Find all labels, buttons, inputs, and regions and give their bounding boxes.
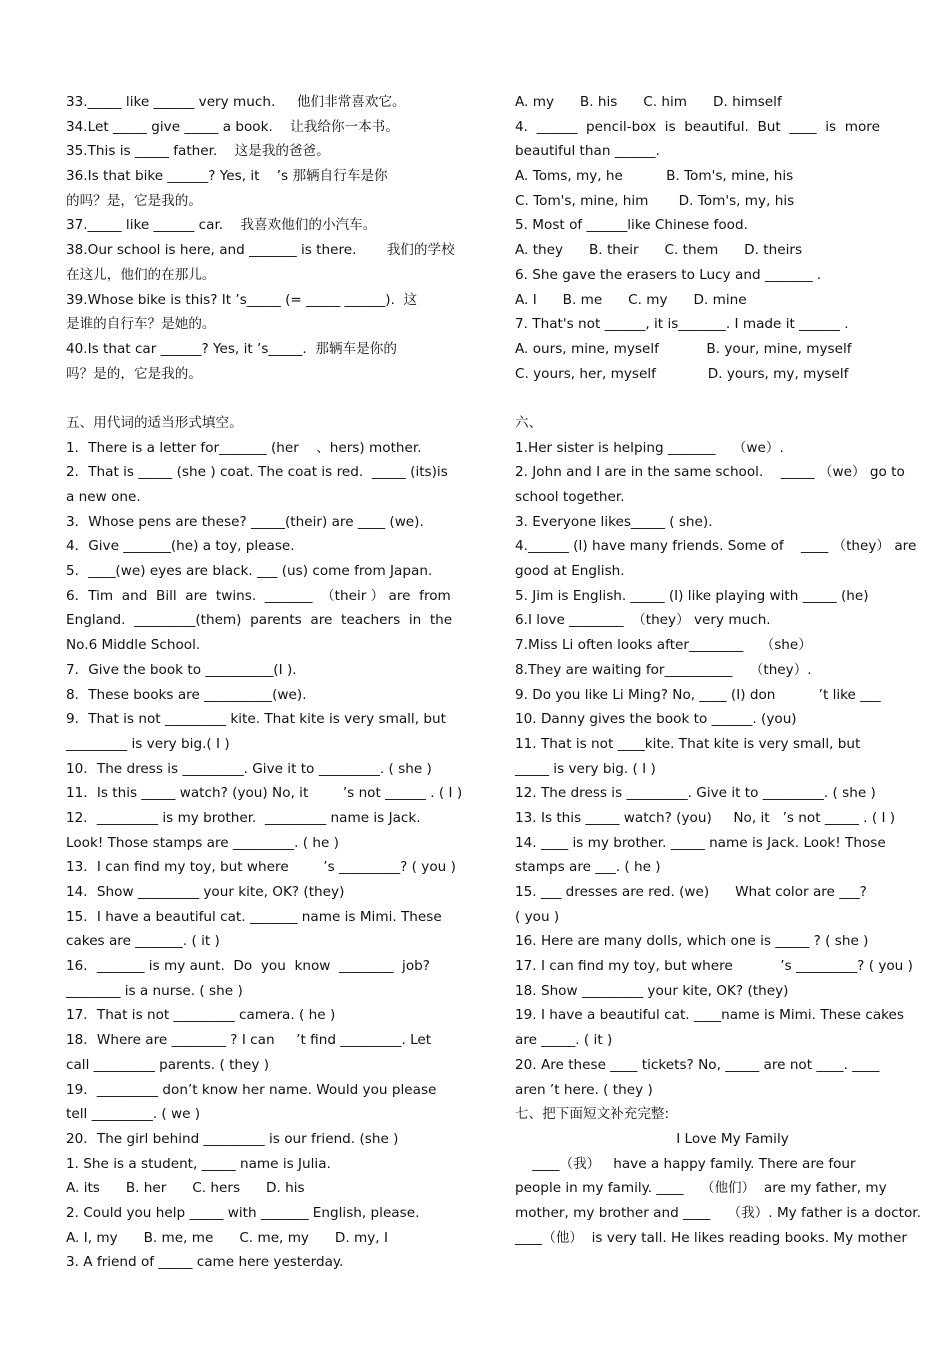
right-line: 1.Her sister is helping _______ （we）.	[515, 439, 784, 456]
right-line: 6. She gave the erasers to Lucy and _______ .	[515, 266, 822, 283]
right-line: 19. I have a beautiful cat. ____name is Mimi. These cakes	[515, 1007, 905, 1024]
left-line: _________ is very big.( I )	[66, 735, 230, 752]
left-line: 9．That is not _________ kite. That kite is very small, but	[66, 711, 446, 728]
left-line: 1．There is a letter for_______ (her 、hers) mother.	[66, 439, 422, 456]
left-line: 20．The girl behind _________ is our friend. (she )	[66, 1130, 399, 1147]
right-line: mother, my brother and ____ （我）. My father is a doctor.	[515, 1204, 921, 1221]
left-line: 7．Give the book to __________(I ).	[66, 661, 297, 678]
left-line: 12．_________ is my brother. _________ name is Jack.	[66, 809, 421, 826]
right-column	[515, 90, 950, 1250]
right-line: 六、	[515, 414, 543, 431]
left-line: 3．Whose pens are these? _____(their) are ____ (we).	[66, 513, 424, 530]
left-line: 35.This is _____ father. 这是我的爸爸。	[66, 143, 330, 160]
left-line: 10．The dress is _________. Give it to _________. ( she )	[66, 760, 432, 777]
right-line: 10. Danny gives the book to ______. (you)	[515, 711, 797, 728]
right-line: stamps are ___. ( he )	[515, 859, 661, 876]
right-line: A. I B. me C. my D. mine	[515, 291, 747, 308]
left-line: a new one.	[66, 489, 141, 505]
left-line: 4．Give _______(he) a toy, please.	[66, 538, 295, 555]
left-line: 2．That is _____ (she ) coat. The coat is red. _____ (its)is	[66, 464, 448, 481]
right-line: 4.______ (I) have many friends. Some of ____ （they） are	[515, 538, 917, 555]
right-line: 9. Do you like Li Ming? No, ____ (I) don ’t like ___	[515, 686, 881, 703]
right-line: aren ’t here. ( they )	[515, 1081, 653, 1098]
right-line: beautiful than ______.	[515, 143, 660, 160]
right-line: 11. That is not ____kite. That kite is very small, but	[515, 735, 861, 752]
left-line: 14．Show _________ your kite, OK? (they)	[66, 884, 345, 900]
right-line: 18. Show _________ your kite, OK? (they)	[515, 982, 789, 999]
left-line: 15．I have a beautiful cat. _______ name is Mimi. These	[66, 908, 442, 925]
left-line: 6．Tim and Bill are twins. _______ （their ） are from	[66, 587, 451, 604]
left-line: A. its B. her C. hers D. his	[66, 1180, 305, 1197]
left-line: 吗？是的，它是我的。	[66, 365, 202, 382]
left-line: Look! Those stamps are _________. ( he )	[66, 834, 339, 851]
left-line: 5．____(we) eyes are black. ___ (us) come from Japan.	[66, 563, 433, 580]
left-line: 1. She is a student, _____ name is Julia.	[66, 1155, 331, 1172]
left-line: ________ is a nurse. ( she )	[66, 982, 243, 999]
left-line: 是谁的自行车？是她的。	[66, 316, 216, 333]
right-line: 20. Are these ____ tickets? No, _____ are not ____. ____	[515, 1056, 880, 1073]
right-line: 3. Everyone likes_____ ( she).	[515, 513, 713, 530]
right-line: 12. The dress is _________. Give it to _________. ( she )	[515, 785, 876, 802]
right-line: 7. That's not ______, it is_______. I made it ______ .	[515, 316, 849, 333]
left-line: 五、用代词的适当形式填空。	[66, 414, 243, 431]
left-line: No.6 Middle School.	[66, 637, 201, 654]
left-line: 33._____ like ______ very much. 他们非常喜欢它。	[66, 94, 406, 110]
left-line: 40.Is that car ______? Yes, it ’s_____. 那辆车是你的	[66, 340, 397, 357]
left-line: A. I, my B. me, me C. me, my D. my, I	[66, 1229, 388, 1246]
right-line: I Love My Family	[676, 1130, 789, 1147]
left-line: 17．That is not _________ camera. ( he )	[66, 1007, 336, 1024]
right-line: 15. ___ dresses are red. (we) What color are ___?	[515, 884, 867, 900]
right-line: _____ is very big. ( I )	[515, 760, 656, 777]
right-line: C. Tom's, mine, him D. Tom's, my, his	[515, 192, 795, 209]
right-line: C. yours, her, myself D. yours, my, myself	[515, 365, 849, 382]
left-line: 13．I can find my toy, but where ’s _________? ( you )	[66, 859, 456, 876]
right-line: 4. ______ pencil-box is beautiful. But ____ is more	[515, 118, 880, 135]
left-line: 在这儿，他们的在那儿。	[66, 266, 216, 283]
right-line: A. Toms, my, he B. Tom's, mine, his	[515, 168, 794, 185]
left-line: 8．These books are __________(we).	[66, 686, 307, 703]
left-line: 16．_______ is my aunt. Do you know ________ job?	[66, 958, 430, 975]
left-line: 37._____ like ______ car. 我喜欢他们的小汽车。	[66, 217, 377, 234]
right-line: people in my family. ____ （他们） are my father, my	[515, 1180, 887, 1197]
right-line: 16. Here are many dolls, which one is _____ ? ( she )	[515, 933, 869, 950]
right-line	[515, 386, 950, 411]
left-line: call _________ parents. ( they )	[66, 1056, 270, 1073]
left-line: 38.Our school is here, and _______ is there. 我们的学校	[66, 242, 455, 259]
right-line: ( you )	[515, 908, 560, 925]
right-line: 7.Miss Li often looks after________ （she）	[515, 637, 812, 654]
left-line: 34.Let _____ give _____ a book. 让我给你一本书。	[66, 118, 399, 135]
right-line: ____（我） have a happy family. There are four	[515, 1155, 856, 1172]
right-line: school together.	[515, 489, 625, 505]
right-line: A. ours, mine, myself B. your, mine, myself	[515, 340, 852, 357]
right-line: 6.I love ________ （they） very much.	[515, 612, 771, 629]
right-line: 2. John and I are in the same school. _____ （we） go to	[515, 464, 905, 481]
left-line: 11．Is this _____ watch? (you) No, it ’s not ______ . ( I )	[66, 785, 463, 802]
right-line: A. they B. their C. them D. theirs	[515, 242, 803, 259]
right-line: 5. Most of ______like Chinese food.	[515, 217, 748, 234]
right-line: ____（他） is very tall. He likes reading books. My mother	[515, 1229, 907, 1246]
left-line: cakes are _______. ( it )	[66, 933, 220, 950]
left-line: 18．Where are ________ ? I can ’t find _________. Let	[66, 1032, 432, 1049]
left-line: 19．_________ don’t know her name. Would you please	[66, 1081, 437, 1098]
left-line: 的吗？是，它是我的。	[66, 192, 202, 209]
right-line: 8.They are waiting for__________ （they）.	[515, 661, 812, 678]
right-line: 14. ____ is my brother. _____ name is Jack. Look! Those	[515, 834, 886, 851]
left-line: 39.Whose bike is this? It ’s_____ (= _____ ______). 这	[66, 291, 418, 308]
left-line: 36.Is that bike ______? Yes, it ’s 那辆自行车是你	[66, 168, 388, 185]
right-line: are _____. ( it )	[515, 1032, 613, 1049]
left-line: 2. Could you help _____ with _______ English, please.	[66, 1204, 420, 1221]
right-line: 5. Jim is English. _____ (I) like playing with _____ (he)	[515, 587, 869, 604]
left-line: tell _________. ( we )	[66, 1106, 201, 1123]
left-column	[66, 90, 512, 1275]
left-line: England. _________(them) parents are teachers in the	[66, 612, 453, 629]
right-line: 七、把下面短文补充完整:	[515, 1106, 670, 1123]
left-line	[66, 386, 512, 411]
right-line: A. my B. his C. him D. himself	[515, 94, 782, 110]
right-line: 13. Is this _____ watch? (you) No, it ’s not _____ . ( I )	[515, 809, 896, 826]
left-line: 3. A friend of _____ came here yesterday.	[66, 1254, 344, 1271]
right-line: 17. I can find my toy, but where ’s _________? ( you )	[515, 958, 913, 975]
right-line: good at English.	[515, 563, 625, 580]
